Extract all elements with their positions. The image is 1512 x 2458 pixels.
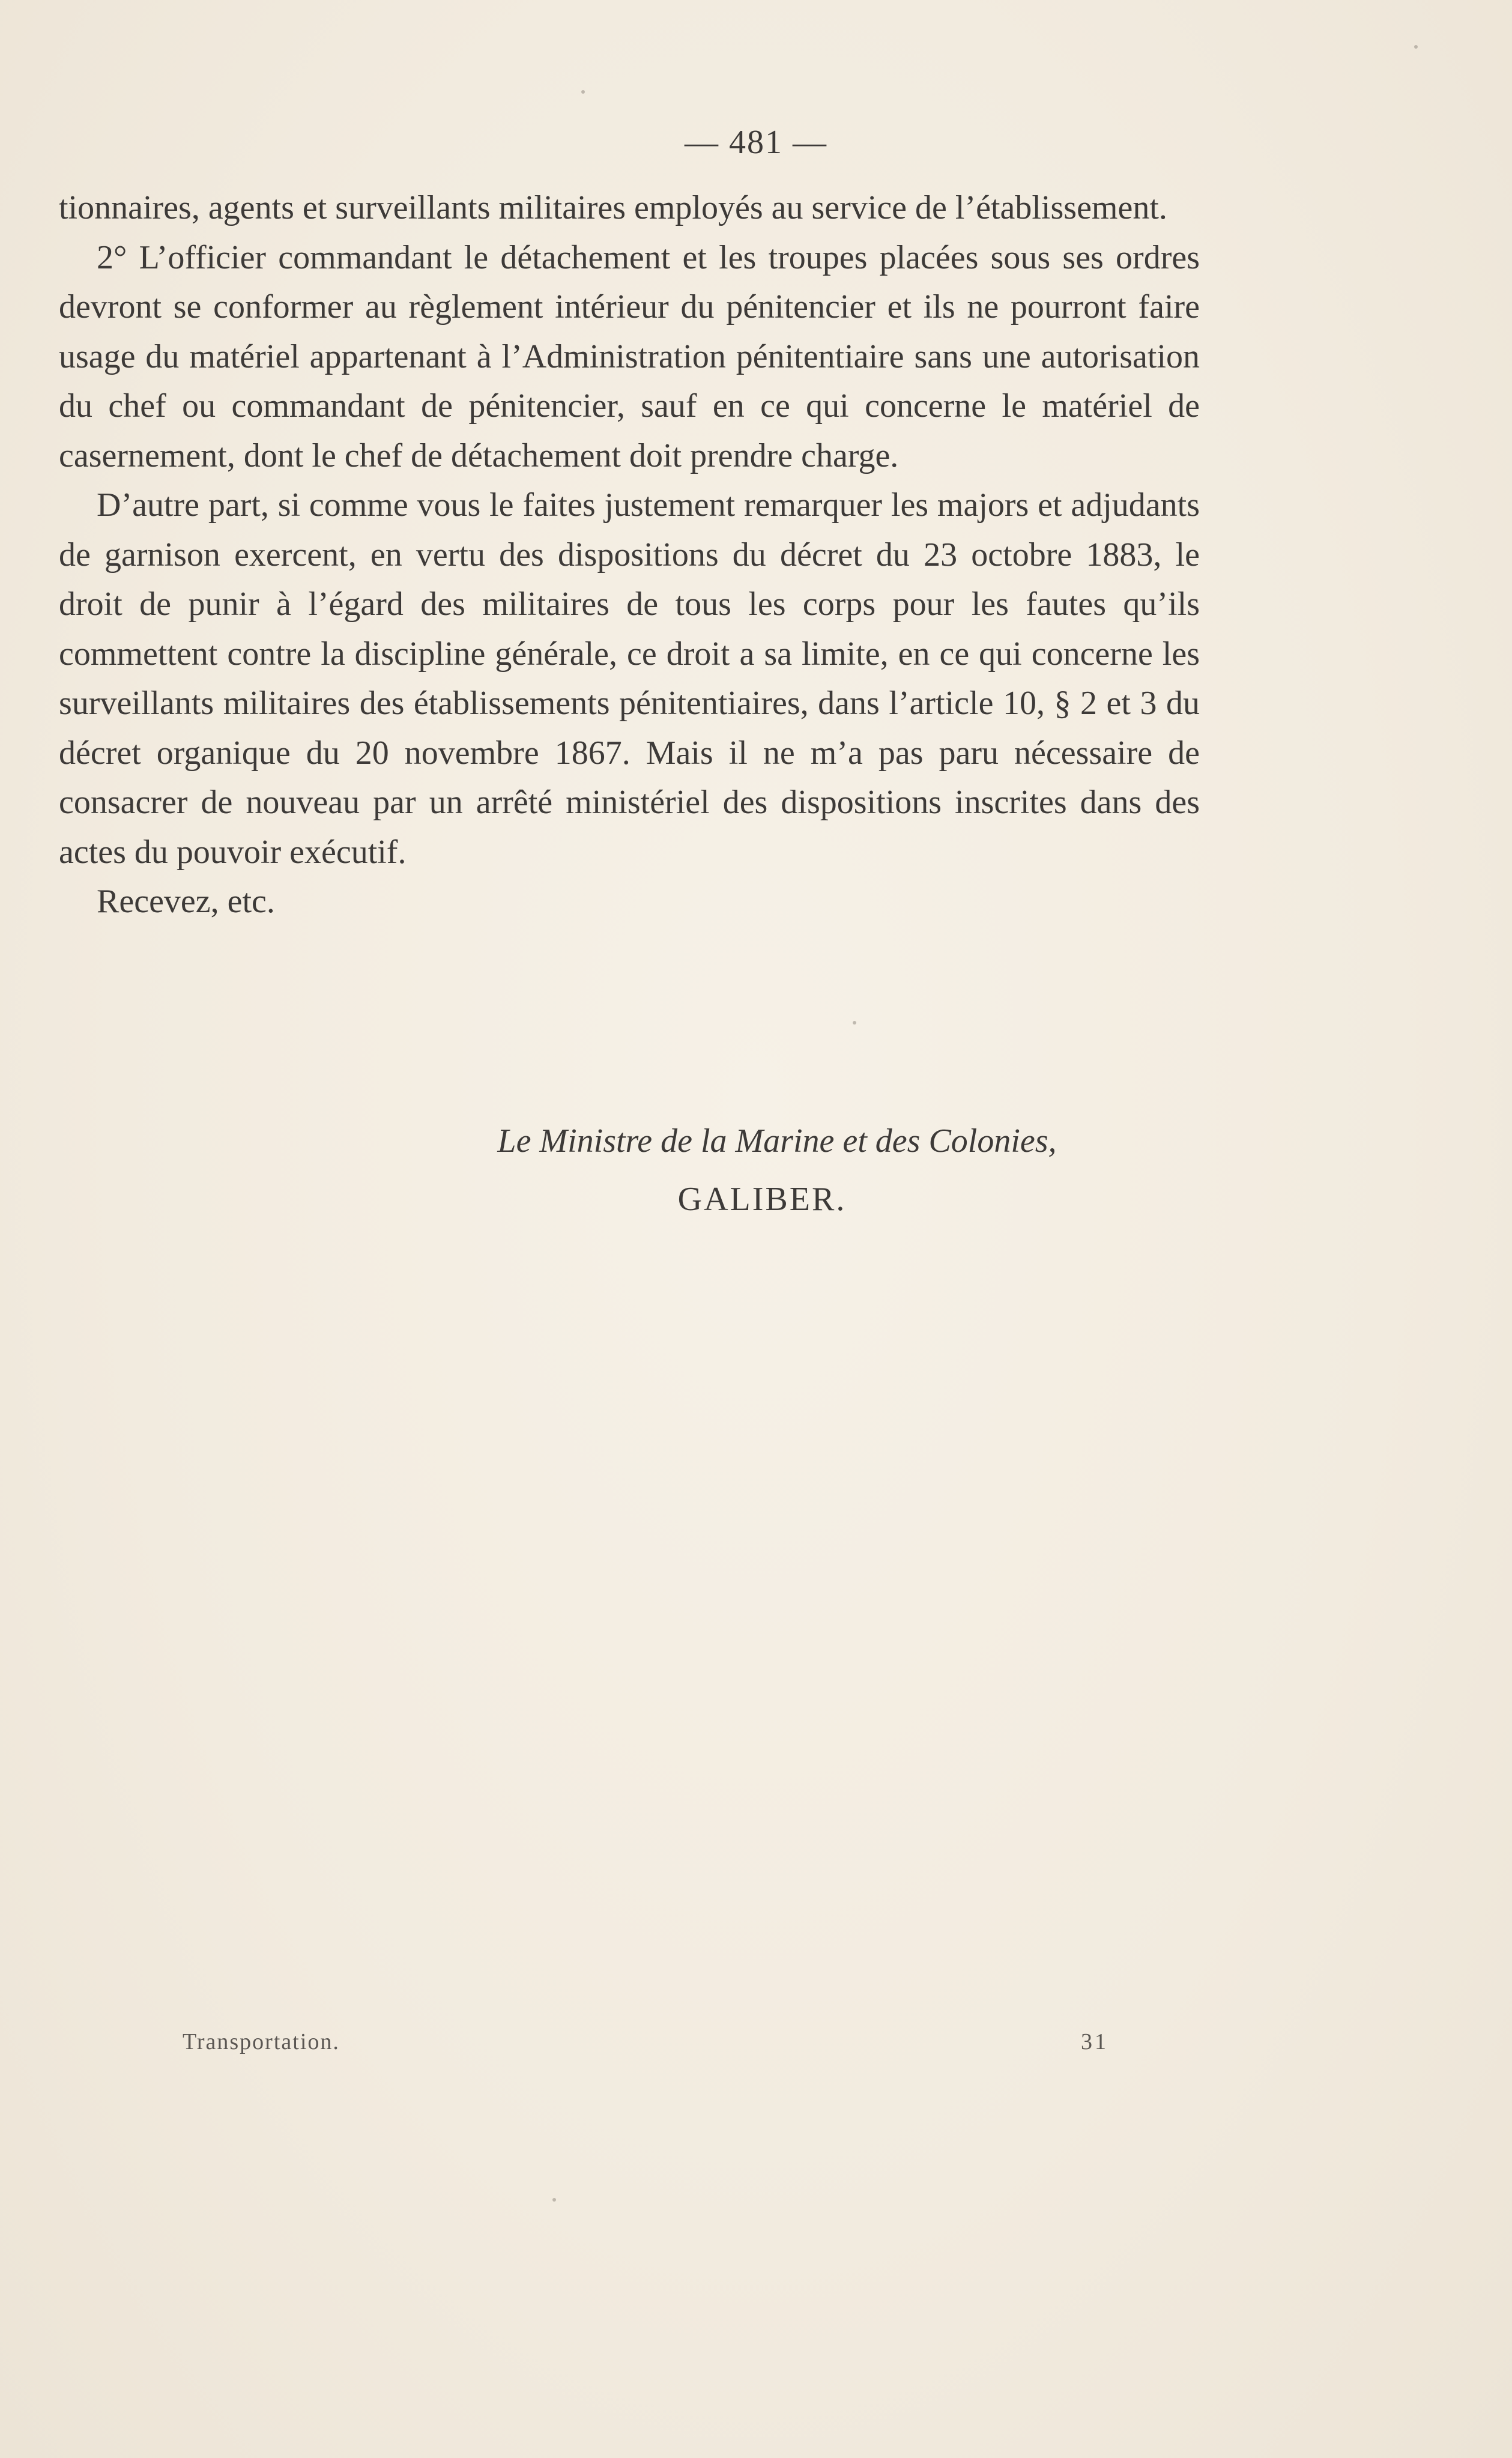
page-number: — 481 — — [685, 124, 827, 161]
footer-sheet-number: 31 — [1081, 2029, 1108, 2054]
paragraph-continuation: tionnaires, agents et surveillants militaires employés au service de l’établissement. — [59, 189, 1167, 226]
paper-speck — [853, 1021, 856, 1025]
paper-speck — [1414, 45, 1418, 49]
paper-speck — [581, 90, 585, 94]
paper-speck — [552, 2198, 556, 2202]
closing-formula: Recevez, etc. — [97, 883, 275, 920]
paragraph-discipline: D’autre part, si comme vous le faites justement remarquer les majors et adjudants de garnison exercent, en vertu des dispositions du décret du 23 octobre 1883, le droit de punir à l’égard des militaires de tous les corps pour les fautes qu’ils commettent contre la discipline générale, ce droit a sa limite, en ce qui concerne les surveillants militaires des établissements pénitentiaires, dans l’article 10, § 2 et 3 du décret organique du 20 novembre 1867. Mais il ne m’a pas paru nécessaire de consacrer de nouveau par un arrêté ministériel des dispositions inscrites dans des actes du pouvoir exécutif. — [59, 486, 1200, 871]
signature-name: GALIBER. — [677, 1181, 847, 1218]
paragraph-article-2: 2° L’officier commandant le détachement et les troupes placées sous ses ordres devront se conformer au règlement intérieur du pénitencier et ils ne pourront faire usage du matériel appartenant à l’Administration pénitentiaire sans une autorisation du chef ou commandant de pénitencier, sauf en ce qui concerne le matériel de casernement, dont le chef de détachement doit prendre charge. — [59, 238, 1200, 474]
footer-signature-mark: Transportation. — [183, 2029, 340, 2054]
signature-title: Le Ministre de la Marine et des Colonies, — [497, 1122, 1057, 1160]
body-text — [59, 183, 1200, 927]
